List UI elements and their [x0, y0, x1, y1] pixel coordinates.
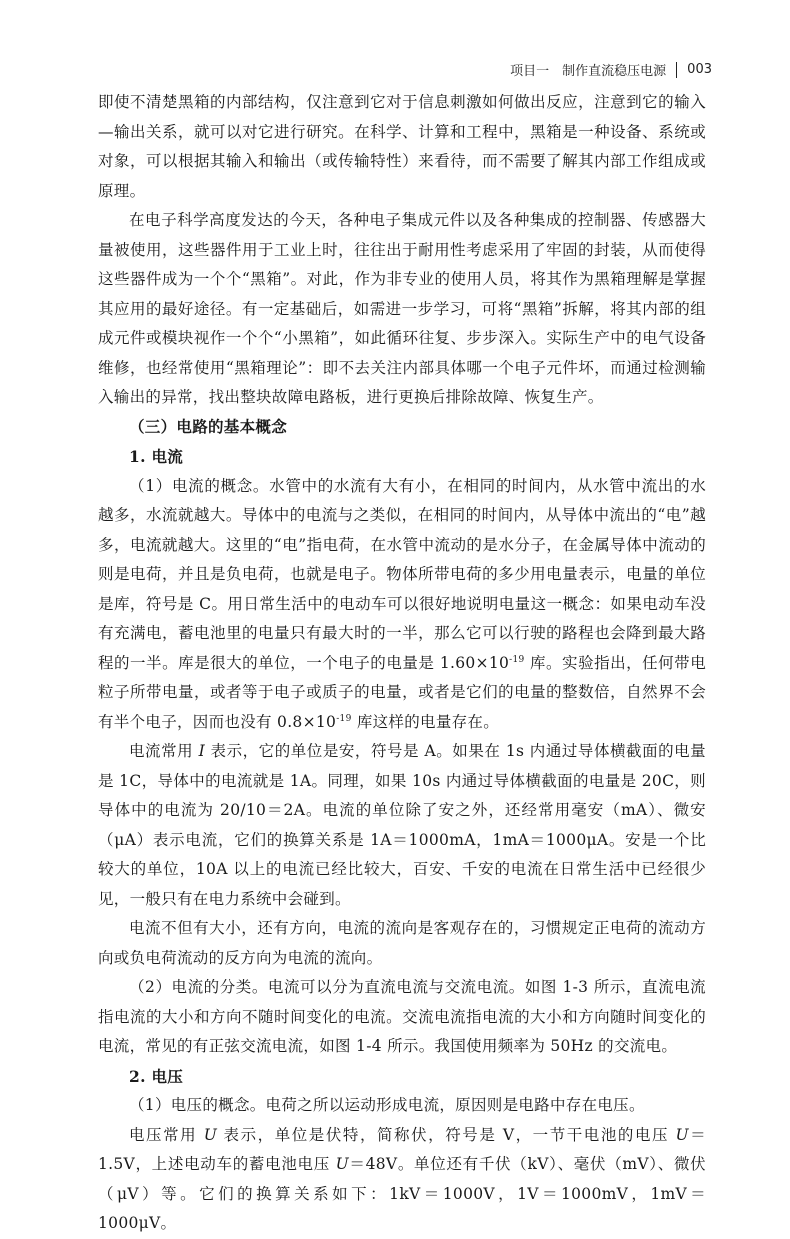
paragraph-current-concept: [98, 472, 706, 738]
page-number: 003: [687, 62, 712, 77]
subheading-current: 1. 电流: [129, 447, 184, 466]
page-header: [510, 60, 712, 79]
variable-u: U: [203, 1125, 218, 1144]
chapter-title: 项目一 制作直流稳压电源: [510, 64, 667, 79]
variable-i: I: [198, 742, 206, 760]
paragraph-current-direction: 电流不但有大小，还有方向，电流的流向是客观存在的，习惯规定正电荷的流动方向或负电荷流动的反方向为电流的流向。: [98, 919, 706, 967]
exponent: -19: [336, 713, 352, 724]
text-run: 库。实验指出，任何带电粒子所带电量，或者等于电子或质子的电量，或者是它们的电量的整数倍，自然界不会有半个电子，因而也没有 0.8×10: [98, 653, 706, 731]
text-run: 库这样的电量存在。: [351, 712, 500, 731]
paragraph-current-units: [98, 737, 706, 914]
variable-u: U: [335, 1155, 349, 1173]
paragraph-voltage-units: [98, 1121, 706, 1239]
paragraph-current-classification: （2）电流的分类。电流可以分为直流电流与交流电流。如图 1-3 所示，直流电流指电流的大小和方向不随时间变化的电流。交流电流指电流的大小和方向随时间变化的电流，常见的有正弦交流电流，如图 1-4 所示。我国使用频率为 50Hz 的交流电。: [98, 978, 706, 1055]
text-run: 电流常用: [129, 742, 199, 760]
exponent: -19: [509, 654, 525, 665]
text-run: 表示，它的单位是安，符号是 A。如果在 1s 内通过导体横截面的电量是 1C，导体中的电流就是 1A。同理，如果 10s 内通过导体横截面的电量是 20C，则导体中的电流为 20/10＝2A。电流的单位除了安之外，还经常用毫安（mA）、微安（μA）表示电流，它们的换算关系是 1A＝1000mA，1mA＝1000μA。安是一个比较大的单位，10A 以上的电流已经比较大，百安、千安的电流在日常生活中已经很少见，一般只有在电力系统中会碰到。: [98, 742, 706, 908]
page-body: [98, 88, 706, 1239]
text-run: 电压常用: [129, 1125, 204, 1144]
text-run: ＝1.5V，上述电动车的蓄电池电压: [98, 1125, 706, 1173]
paragraph-black-box-application: 在电子科学高度发达的今天，各种电子集成元件以及各种集成的控制器、传感器大量被使用，这些器件用于工业上时，往往出于耐用性考虑采用了牢固的封装，从而使得这些器件成为一个个“黑箱”。对此，作为非专业的使用人员，将其作为黑箱理解是掌握其应用的最好途径。有一定基础后，如需进一步学习，可将“黑箱”拆解，将其内部的组成元件或模块视作一个个“小黑箱”，如此循环往复、步步深入。实际生产中的电气设备维修，也经常使用“黑箱理论”：即不去关注内部具体哪一个电子元件坏，而通过检测输入输出的异常，找出整块故障电路板，进行更换后排除故障、恢复生产。: [98, 211, 706, 406]
text-run: （1）电流的概念。水管中的水流有大有小，在相同的时间内，从水管中流出的水越多，水流就越大。导体中的电流与之类似，在相同的时间内，从导体中流出的“电”越多，电流就越大。这里的“电”指电荷，在水管中流动的是水分子，在金属导体中流动的则是电荷，并且是负电荷，也就是电子。物体所带电荷的多少用电量表示，电量的单位是库，符号是 C。用日常生活中的电动车可以很好地说明电量这一概念：如果电动车没有充满电，蓄电池里的电量只有最大时的一半，那么它可以行驶的路程也会降到最大路程的一半。库是很大的单位，一个电子的电量是 1.60×10: [98, 476, 706, 672]
section-heading: （三）电路的基本概念: [129, 417, 288, 436]
variable-u: U: [675, 1125, 689, 1144]
text-run: ＝48V。单位还有千伏（kV）、毫伏（mV）、微伏（μV）等。它们的换算关系如下：1kV＝1000V，1V＝1000mV，1mV＝1000μV。: [98, 1155, 706, 1232]
paragraph-voltage-concept: （1）电压的概念。电荷之所以运动形成电流，原因则是电路中存在电压。: [129, 1096, 645, 1114]
text-run: 表示，单位是伏特，简称伏，符号是 V，一节干电池的电压: [217, 1125, 676, 1144]
header-divider: [676, 62, 677, 78]
paragraph-black-box-definition: 即使不清楚黑箱的内部结构，仅注意到它对于信息刺激如何做出反应，注意到它的输入—输出关系，就可以对它进行研究。在科学、计算和工程中，黑箱是一种设备、系统或对象，可以根据其输入和输出（或传输特性）来看待，而不需要了解其内部工作组成或原理。: [98, 93, 706, 200]
subheading-voltage: 2. 电压: [129, 1066, 184, 1086]
